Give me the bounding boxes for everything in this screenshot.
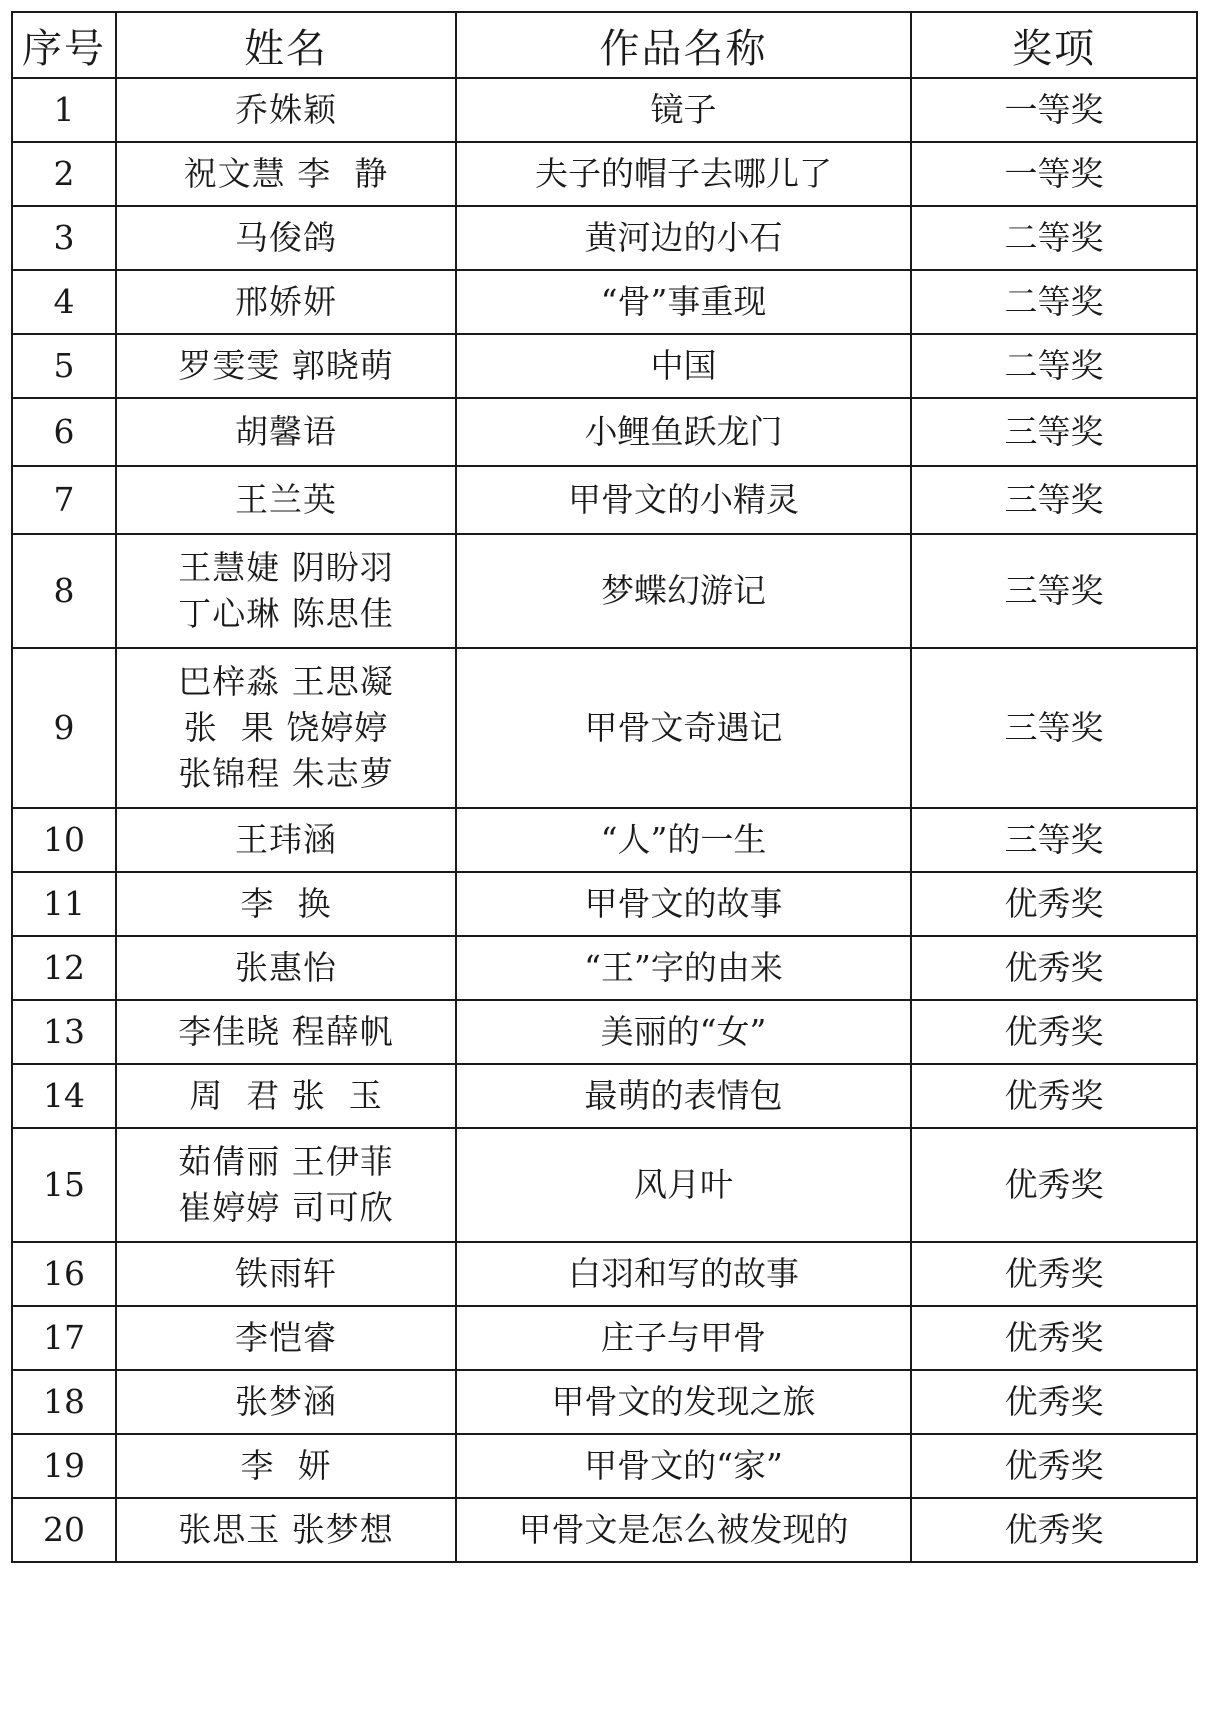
participant-names [116,648,456,808]
work-title: 白羽和写的故事 [456,1242,911,1306]
participant-name-line: 王兰英 [235,480,337,519]
header-no: 序号 [12,12,116,78]
participant-names [116,808,456,872]
participant-name-line: 马俊鸽 [235,218,337,257]
participant-name-line: 王玮涵 [235,820,337,859]
participant-names [116,936,456,1000]
participant-name-line: 张梦涵 [235,1382,337,1421]
participant-name-line: 张惠怡 [235,948,337,987]
participant-name-line: 周 君 张 玉 [189,1076,383,1115]
table-row [12,1306,1197,1370]
participant-names [116,1128,456,1242]
award-level: 优秀奖 [911,1370,1197,1434]
work-title: 甲骨文的发现之旅 [456,1370,911,1434]
row-number: 4 [12,270,116,334]
participant-name-line: 邢娇妍 [235,282,337,321]
row-number: 15 [12,1128,116,1242]
table-row [12,334,1197,398]
header-award: 奖项 [911,12,1197,78]
work-title: 风月叶 [456,1128,911,1242]
awards-table [11,11,1198,1563]
award-level: 优秀奖 [911,1000,1197,1064]
award-level: 优秀奖 [911,1306,1197,1370]
award-level: 三等奖 [911,648,1197,808]
row-number: 18 [12,1370,116,1434]
header-work: 作品名称 [456,12,911,78]
award-level: 二等奖 [911,206,1197,270]
row-number: 10 [12,808,116,872]
participant-name-line: 胡馨语 [235,412,337,451]
work-title: 中国 [456,334,911,398]
row-number: 2 [12,142,116,206]
work-title: 梦蝶幻游记 [456,534,911,648]
participant-names [116,206,456,270]
work-title: 甲骨文是怎么被发现的 [456,1498,911,1562]
table-row [12,534,1197,648]
table-row [12,1498,1197,1562]
award-level: 优秀奖 [911,1434,1197,1498]
row-number: 6 [12,398,116,466]
participant-name-line: 铁雨轩 [235,1254,337,1293]
row-number: 12 [12,936,116,1000]
row-number: 19 [12,1434,116,1498]
table-row [12,1000,1197,1064]
participant-name-line: 李恺睿 [235,1318,337,1357]
table-row [12,1064,1197,1128]
award-level: 三等奖 [911,808,1197,872]
table-body [12,78,1197,1562]
work-title: 夫子的帽子去哪儿了 [456,142,911,206]
work-title: 甲骨文的“家” [456,1434,911,1498]
award-level: 一等奖 [911,78,1197,142]
table-row [12,936,1197,1000]
row-number: 9 [12,648,116,808]
work-title: 镜子 [456,78,911,142]
row-number: 17 [12,1306,116,1370]
participant-names [116,872,456,936]
table-row [12,398,1197,466]
row-number: 14 [12,1064,116,1128]
participant-names [116,398,456,466]
table-row [12,270,1197,334]
participant-name-line: 茹倩丽 王伊菲 [178,1142,394,1181]
participant-name-line: 王慧婕 阴盼羽 [178,548,394,587]
row-number: 20 [12,1498,116,1562]
work-title: 最萌的表情包 [456,1064,911,1128]
participant-names [116,1370,456,1434]
row-number: 3 [12,206,116,270]
row-number: 8 [12,534,116,648]
award-level: 一等奖 [911,142,1197,206]
participant-name-line: 张 果 饶婷婷 [183,708,389,747]
participant-names [116,270,456,334]
participant-names [116,466,456,534]
award-level: 二等奖 [911,334,1197,398]
participant-name-line: 李佳晓 程薛帆 [178,1012,394,1051]
participant-name-line: 崔婷婷 司可欣 [178,1188,394,1227]
participant-names [116,1242,456,1306]
work-title: 甲骨文奇遇记 [456,648,911,808]
participant-name-line: 巴梓淼 王思凝 [178,662,394,701]
table-row [12,78,1197,142]
row-number: 5 [12,334,116,398]
award-level: 三等奖 [911,398,1197,466]
participant-name-line: 张锦程 朱志萝 [178,754,394,793]
participant-name-line: 罗雯雯 郭晓萌 [178,346,394,385]
work-title: “王”字的由来 [456,936,911,1000]
participant-name-line: 祝文慧 李 静 [183,154,389,193]
work-title: 小鲤鱼跃龙门 [456,398,911,466]
header-name: 姓名 [116,12,456,78]
award-level: 优秀奖 [911,1064,1197,1128]
table-row [12,142,1197,206]
award-level: 三等奖 [911,466,1197,534]
participant-name-line: 张思玉 张梦想 [178,1510,394,1549]
table-row [12,648,1197,808]
award-level: 优秀奖 [911,936,1197,1000]
participant-names [116,78,456,142]
work-title: 甲骨文的小精灵 [456,466,911,534]
work-title: 黄河边的小石 [456,206,911,270]
participant-names [116,534,456,648]
table-row [12,466,1197,534]
participant-name-line: 李 换 [240,884,332,923]
participant-name-line: 李 妍 [240,1446,332,1485]
participant-names [116,1000,456,1064]
table-row [12,808,1197,872]
participant-name-line: 丁心琳 陈思佳 [178,594,394,633]
table-row [12,1242,1197,1306]
work-title: “骨”事重现 [456,270,911,334]
award-level: 二等奖 [911,270,1197,334]
work-title: 美丽的“女” [456,1000,911,1064]
table-header [12,12,1197,78]
participant-name-line: 乔姝颖 [235,90,337,129]
participant-names [116,1064,456,1128]
award-level: 三等奖 [911,534,1197,648]
row-number: 16 [12,1242,116,1306]
participant-names [116,142,456,206]
header-row [12,12,1197,78]
row-number: 1 [12,78,116,142]
participant-names [116,1434,456,1498]
participant-names [116,334,456,398]
row-number: 13 [12,1000,116,1064]
award-level: 优秀奖 [911,1128,1197,1242]
award-level: 优秀奖 [911,872,1197,936]
work-title: 庄子与甲骨 [456,1306,911,1370]
table-row [12,872,1197,936]
participant-names [116,1498,456,1562]
table-row [12,206,1197,270]
participant-names [116,1306,456,1370]
table-row [12,1434,1197,1498]
award-level: 优秀奖 [911,1242,1197,1306]
work-title: 甲骨文的故事 [456,872,911,936]
row-number: 7 [12,466,116,534]
row-number: 11 [12,872,116,936]
table-row [12,1128,1197,1242]
award-level: 优秀奖 [911,1498,1197,1562]
table-row [12,1370,1197,1434]
work-title: “人”的一生 [456,808,911,872]
